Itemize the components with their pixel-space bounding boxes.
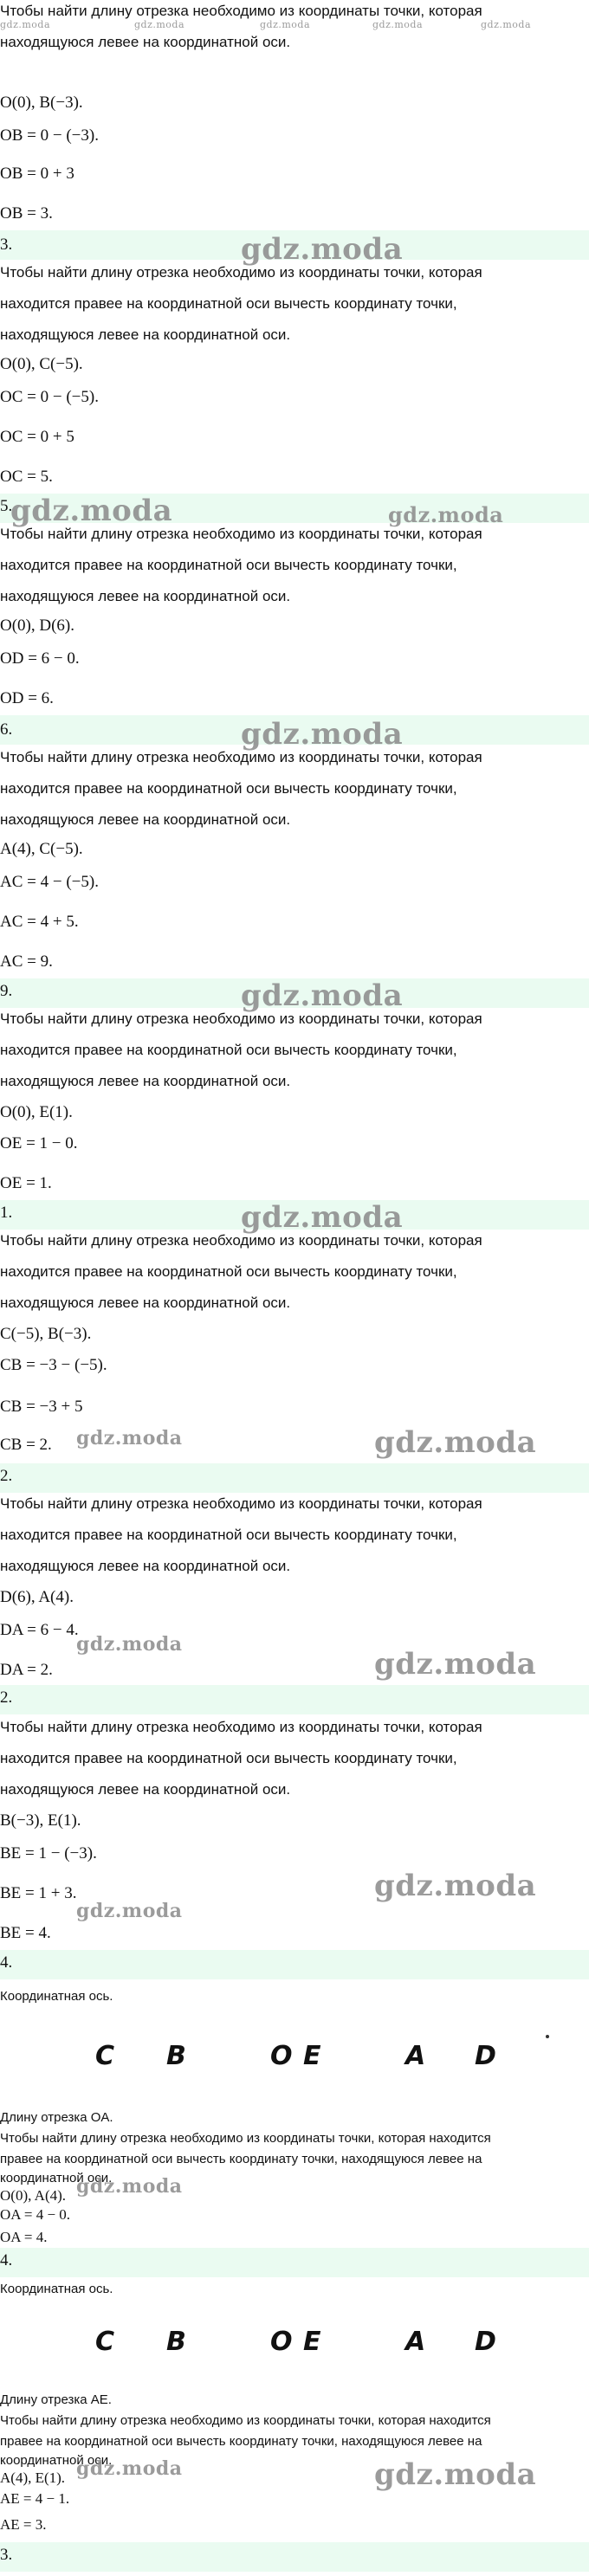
answer-number: 2.: [0, 1688, 13, 1707]
watermark: gdz.moda: [76, 1900, 183, 1922]
watermark: gdz.moda: [10, 494, 173, 528]
answer-number-band: [0, 1463, 589, 1493]
explanation-line: находится правее на координатной оси вычесть координату точки,: [0, 1263, 457, 1280]
axis-point-label: O: [270, 2327, 293, 2357]
equation-line: AC = 4 − (−5).: [0, 873, 99, 891]
explanation-line: правее на координатной оси вычесть координату точки, находящуюся левее на: [0, 2152, 482, 2166]
watermark: gdz.moda: [241, 232, 404, 267]
explanation-line: находящуюся левее на координатной оси.: [0, 1558, 291, 1574]
answer-number-band: [0, 2248, 589, 2277]
axis-caption: Координатная ось.: [0, 1989, 113, 2004]
axis-point-label: C: [95, 2041, 115, 2071]
watermark: gdz.moda: [241, 978, 404, 1013]
points-line: O(0), D(6).: [0, 617, 75, 635]
equation-line: DA = 2.: [0, 1661, 53, 1679]
explanation-line: находящуюся левее на координатной оси.: [0, 1294, 291, 1311]
segment-caption: Длину отрезка AE.: [0, 2392, 112, 2407]
explanation-line: находится правее на координатной оси вычесть координату точки,: [0, 1042, 457, 1058]
explanation-line: Чтобы найти длину отрезка необходимо из координаты точки, которая находится: [0, 2131, 491, 2146]
points-line: O(0), C(−5).: [0, 355, 83, 373]
answer-number: 9.: [0, 982, 13, 1000]
equation-line: BE = 1 + 3.: [0, 1884, 77, 1902]
answer-number: 4.: [0, 2251, 13, 2269]
explanation-line: находится правее на координатной оси вычесть координату точки,: [0, 780, 457, 797]
watermark: gdz.moda: [374, 1647, 537, 1682]
explanation-line: находящуюся левее на координатной оси.: [0, 1073, 291, 1089]
watermark: gdz.moda: [76, 1633, 183, 1656]
axis-point-label: D: [475, 2327, 496, 2357]
points-line: O(0), B(−3).: [0, 94, 83, 112]
axis-point-label: B: [166, 2327, 186, 2357]
equation-line: AE = 4 − 1.: [0, 2490, 70, 2507]
answer-number-band: [0, 1685, 589, 1714]
axis-tick-mark: [546, 2035, 549, 2038]
explanation-line: Чтобы найти длину отрезка необходимо из координаты точки, которая: [0, 1232, 482, 1249]
explanation-line: Чтобы найти длину отрезка необходимо из координаты точки, которая: [0, 1495, 482, 1512]
axis-point-label: A: [405, 2041, 426, 2071]
explanation-line: находящуюся левее на координатной оси.: [0, 811, 291, 828]
answer-number: 1.: [0, 1204, 13, 1222]
explanation-line: находится правее на координатной оси вычесть координату точки,: [0, 295, 457, 312]
equation-line: DA = 6 − 4.: [0, 1621, 79, 1639]
watermark: gdz.moda: [372, 19, 424, 30]
watermark: gdz.moda: [481, 19, 532, 30]
explanation-line: Чтобы найти длину отрезка необходимо из координаты точки, которая: [0, 526, 482, 542]
axis-point-label: D: [475, 2041, 496, 2071]
explanation-line: находится правее на координатной оси вычесть координату точки,: [0, 1527, 457, 1543]
equation-line: OE = 1.: [0, 1174, 52, 1192]
explanation-line: Чтобы найти длину отрезка необходимо из координаты точки, которая: [0, 3, 482, 19]
answer-number: 6.: [0, 720, 13, 739]
axis-point-label: A: [405, 2327, 426, 2357]
watermark: gdz.moda: [260, 19, 311, 30]
equation-line: OB = 0 + 3: [0, 165, 74, 183]
explanation-line: находится правее на координатной оси вычесть координату точки,: [0, 557, 457, 573]
equation-line: OC = 0 − (−5).: [0, 388, 99, 406]
explanation-line: Чтобы найти длину отрезка необходимо из координаты точки, которая: [0, 749, 482, 765]
axis-point-label: C: [95, 2327, 115, 2357]
answer-number: 5.: [0, 497, 13, 515]
equation-line: AC = 9.: [0, 952, 53, 971]
watermark: gdz.moda: [76, 2175, 183, 2198]
watermark: gdz.moda: [374, 2457, 537, 2492]
explanation-line: Чтобы найти длину отрезка необходимо из координаты точки, которая находится: [0, 2413, 491, 2428]
explanation-line: правее на координатной оси вычесть координату точки, находящуюся левее на: [0, 2434, 482, 2449]
answer-number: 2.: [0, 1467, 13, 1485]
equation-line: OE = 1 − 0.: [0, 1134, 78, 1152]
watermark: gdz.moda: [374, 1869, 537, 1903]
points-line: A(4), C(−5).: [0, 840, 83, 858]
points-line: O(0), A(4).: [0, 2187, 67, 2204]
answer-number: 4.: [0, 1953, 13, 1972]
equation-line: AE = 3.: [0, 2516, 47, 2533]
equation-line: CB = −3 + 5: [0, 1398, 83, 1416]
points-line: A(4), E(1).: [0, 2469, 66, 2486]
equation-line: CB = −3 − (−5).: [0, 1356, 107, 1374]
points-line: O(0), E(1).: [0, 1103, 73, 1121]
equation-line: BE = 1 − (−3).: [0, 1844, 97, 1863]
watermark: gdz.moda: [76, 1427, 183, 1449]
equation-line: AC = 4 + 5.: [0, 913, 79, 931]
watermark: gdz.moda: [241, 717, 404, 752]
answer-number-band: [0, 1950, 589, 1979]
watermark: gdz.moda: [0, 19, 51, 30]
explanation-line: находится правее на координатной оси вычесть координату точки,: [0, 1750, 457, 1766]
explanation-line: находящуюся левее на координатной оси.: [0, 34, 291, 50]
equation-line: OD = 6 − 0.: [0, 649, 80, 668]
watermark: gdz.moda: [374, 1425, 537, 1460]
points-line: D(6), A(4).: [0, 1588, 74, 1606]
equation-line: BE = 4.: [0, 1924, 51, 1942]
explanation-line: Чтобы найти длину отрезка необходимо из координаты точки, которая: [0, 1010, 482, 1027]
explanation-line: координатной оси.: [0, 2453, 113, 2468]
equation-line: OB = 0 − (−3).: [0, 126, 99, 145]
equation-line: CB = 2.: [0, 1436, 52, 1454]
explanation-line: находящуюся левее на координатной оси.: [0, 326, 291, 343]
axis-caption: Координатная ось.: [0, 2282, 113, 2296]
watermark: gdz.moda: [76, 2457, 183, 2480]
equation-line: OA = 4 − 0.: [0, 2206, 71, 2223]
equation-line: OA = 4.: [0, 2229, 48, 2245]
watermark: gdz.moda: [388, 502, 504, 527]
watermark: gdz.moda: [134, 19, 185, 30]
segment-caption: Длину отрезка OA.: [0, 2110, 113, 2125]
axis-point-label: B: [166, 2041, 186, 2071]
explanation-line: координатной оси.: [0, 2171, 113, 2185]
equation-line: OC = 5.: [0, 468, 53, 486]
axis-point-label: E: [303, 2327, 321, 2357]
watermark: gdz.moda: [241, 1200, 404, 1235]
explanation-line: Чтобы найти длину отрезка необходимо из координаты точки, которая: [0, 264, 482, 281]
answer-number: 3.: [0, 236, 13, 254]
explanation-line: Чтобы найти длину отрезка необходимо из координаты точки, которая: [0, 1719, 482, 1735]
explanation-line: находящуюся левее на координатной оси.: [0, 588, 291, 604]
axis-point-label: E: [303, 2041, 321, 2071]
explanation-line: находящуюся левее на координатной оси.: [0, 1781, 291, 1798]
equation-line: OC = 0 + 5: [0, 428, 74, 446]
answer-number: 3.: [0, 2546, 13, 2564]
answer-number-band: [0, 2542, 589, 2572]
axis-point-label: O: [270, 2041, 293, 2071]
equation-line: OD = 6.: [0, 689, 54, 707]
equation-line: OB = 3.: [0, 204, 53, 223]
points-line: B(−3), E(1).: [0, 1811, 81, 1830]
points-line: C(−5), B(−3).: [0, 1325, 92, 1343]
